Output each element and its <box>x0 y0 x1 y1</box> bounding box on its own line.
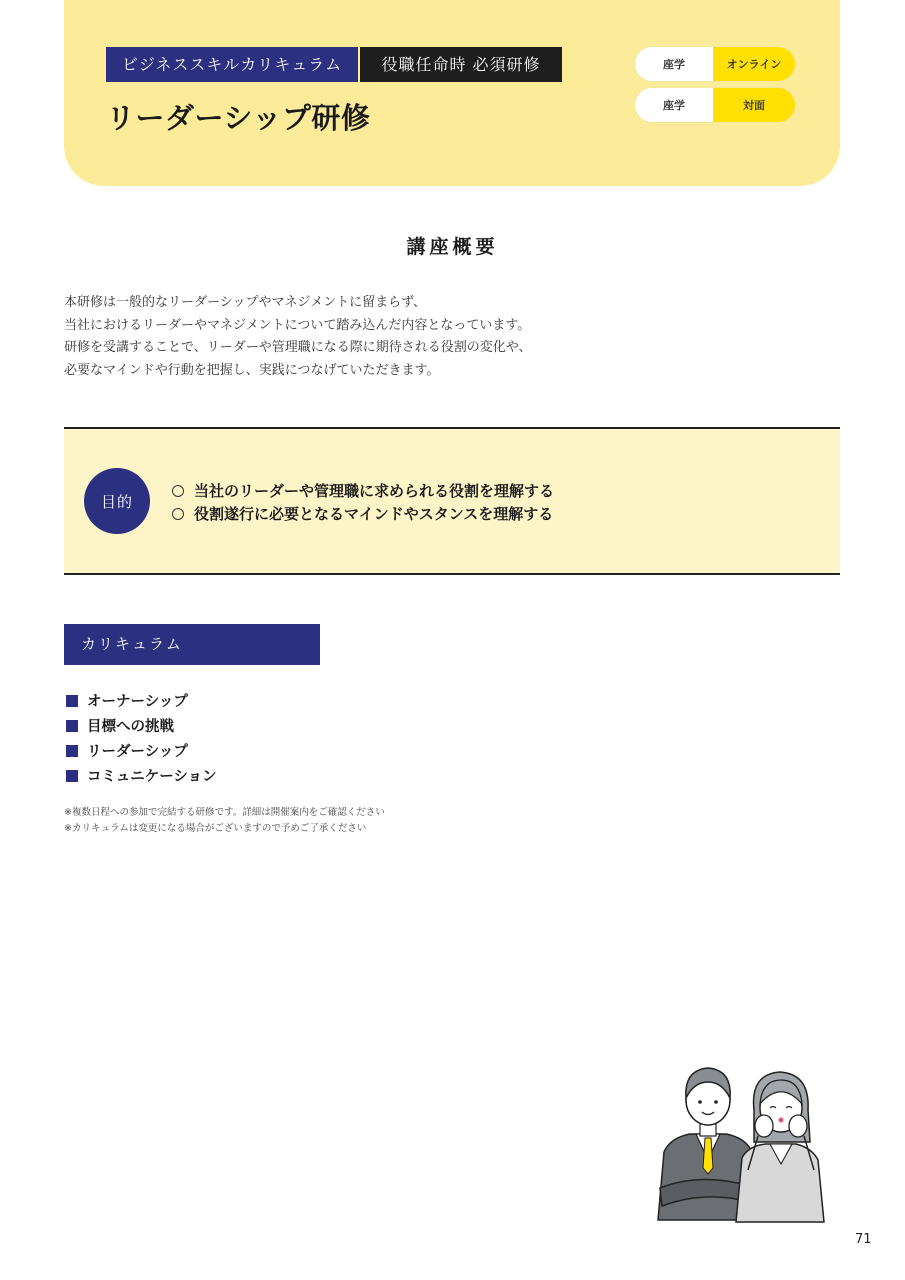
format-value: 対面 <box>713 88 795 122</box>
requirement-tag: 役職任命時 必須研修 <box>360 47 562 82</box>
footnote: ※カリキュラムは変更になる場合がございますので予めご了承ください <box>64 823 367 834</box>
purpose-badge: 目的 <box>84 468 150 534</box>
list-item <box>66 688 217 713</box>
square-bullet-icon <box>66 720 78 732</box>
description-line: 当社におけるリーダーやマネジメントについて踏み込んだ内容となっています。 <box>64 317 531 333</box>
footnotes <box>64 805 385 837</box>
circle-bullet-icon <box>172 485 184 497</box>
page-title: リーダーシップ研修 <box>106 101 371 135</box>
description-line: 本研修は一般的なリーダーシップやマネジメントに留まらず、 <box>64 295 427 310</box>
curriculum-item-label: コミュニケーション <box>87 769 217 785</box>
purpose-list <box>172 479 554 525</box>
square-bullet-icon <box>66 770 78 782</box>
square-bullet-icon <box>66 695 78 707</box>
format-value: オンライン <box>713 47 795 81</box>
format-label: 座学 <box>663 58 685 71</box>
page-number: 71 <box>855 1232 872 1247</box>
business-people-illustration <box>650 1060 840 1225</box>
list-item <box>66 738 217 763</box>
header-banner <box>64 0 840 186</box>
curriculum-item-label: オーナーシップ <box>87 694 188 710</box>
purpose-item <box>172 479 554 502</box>
footnote: ※複数日程への参加で完結する研修です。詳細は開催案内をご確認ください <box>64 807 385 818</box>
description-line: 必要なマインドや行動を把握し、実践につなげていただきます。 <box>64 362 440 378</box>
format-label: 座学 <box>663 99 685 112</box>
purpose-box <box>64 427 840 575</box>
description-line: 研修を受講することで、リーダーや管理職になる際に期待される役割の変化や、 <box>64 340 532 355</box>
square-bullet-icon <box>66 745 78 757</box>
list-item <box>66 763 217 788</box>
curriculum-heading: カリキュラム <box>64 624 320 665</box>
circle-bullet-icon <box>172 508 184 520</box>
overview-description <box>64 292 844 382</box>
purpose-text: 当社のリーダーや管理職に求められる役割を理解する <box>194 482 555 500</box>
purpose-item <box>172 502 554 525</box>
curriculum-item-label: 目標への挑戦 <box>87 719 174 735</box>
list-item <box>66 713 217 738</box>
format-badge-online <box>635 47 795 81</box>
curriculum-list <box>66 688 217 788</box>
format-badge-inperson <box>635 88 795 122</box>
curriculum-item-label: リーダーシップ <box>87 744 188 760</box>
overview-heading: 講座概要 <box>406 236 499 258</box>
category-tag: ビジネススキルカリキュラム <box>106 47 358 82</box>
purpose-text: 役割遂行に必要となるマインドやスタンスを理解する <box>194 505 554 523</box>
